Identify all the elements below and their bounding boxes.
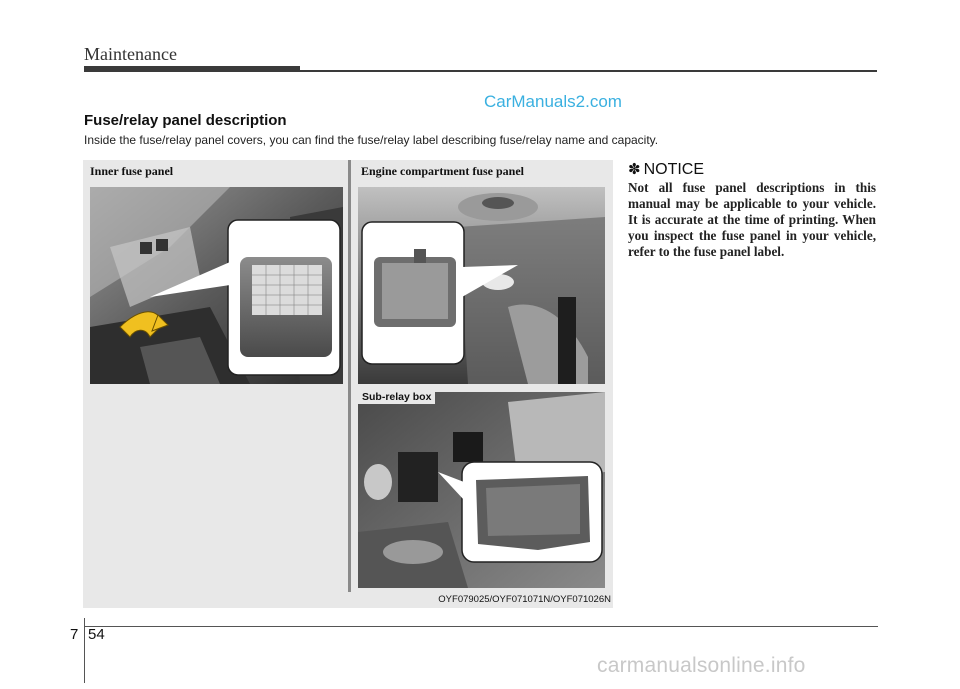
header-rule-thick bbox=[84, 66, 300, 72]
section-intro: Inside the fuse/relay panel covers, you can find the fuse/relay label describing fuse/relay name and capacity. bbox=[84, 133, 659, 147]
chapter-number: 7 bbox=[70, 626, 79, 643]
chapter-title: Maintenance bbox=[84, 44, 177, 64]
notice-body: Not all fuse panel descriptions in this manual may be applicable to your vehicle. It is accurate at the time of printing. When you inspect the fuse panel in your vehicle, refer to the fuse panel label. bbox=[628, 180, 876, 259]
footer-rule bbox=[84, 626, 878, 627]
subrelay-box-photo bbox=[358, 392, 605, 588]
notice-star-icon: ✽ bbox=[628, 161, 641, 178]
inner-fuse-panel-photo bbox=[90, 187, 343, 384]
inner-fuse-caption: Inner fuse panel bbox=[90, 164, 174, 178]
footer-watermark-link[interactable]: carmanualsonline.info bbox=[597, 654, 806, 677]
figure-divider bbox=[348, 160, 351, 592]
engine-fuse-caption: Engine compartment fuse panel bbox=[361, 164, 524, 178]
watermark-link[interactable]: CarManuals2.com bbox=[484, 92, 622, 111]
page-number: 54 bbox=[88, 626, 105, 643]
header-rule-thin bbox=[300, 70, 877, 72]
subrelay-box-label: Sub-relay box bbox=[358, 390, 435, 404]
notice-heading bbox=[628, 160, 704, 179]
figure-code: OYF079025/OYF071071N/OYF071026N bbox=[438, 594, 611, 605]
section-heading: Fuse/relay panel description bbox=[84, 112, 287, 129]
notice-title: NOTICE bbox=[643, 161, 705, 178]
footer-vertical-rule bbox=[84, 618, 85, 683]
engine-fuse-panel-photo bbox=[358, 187, 605, 384]
